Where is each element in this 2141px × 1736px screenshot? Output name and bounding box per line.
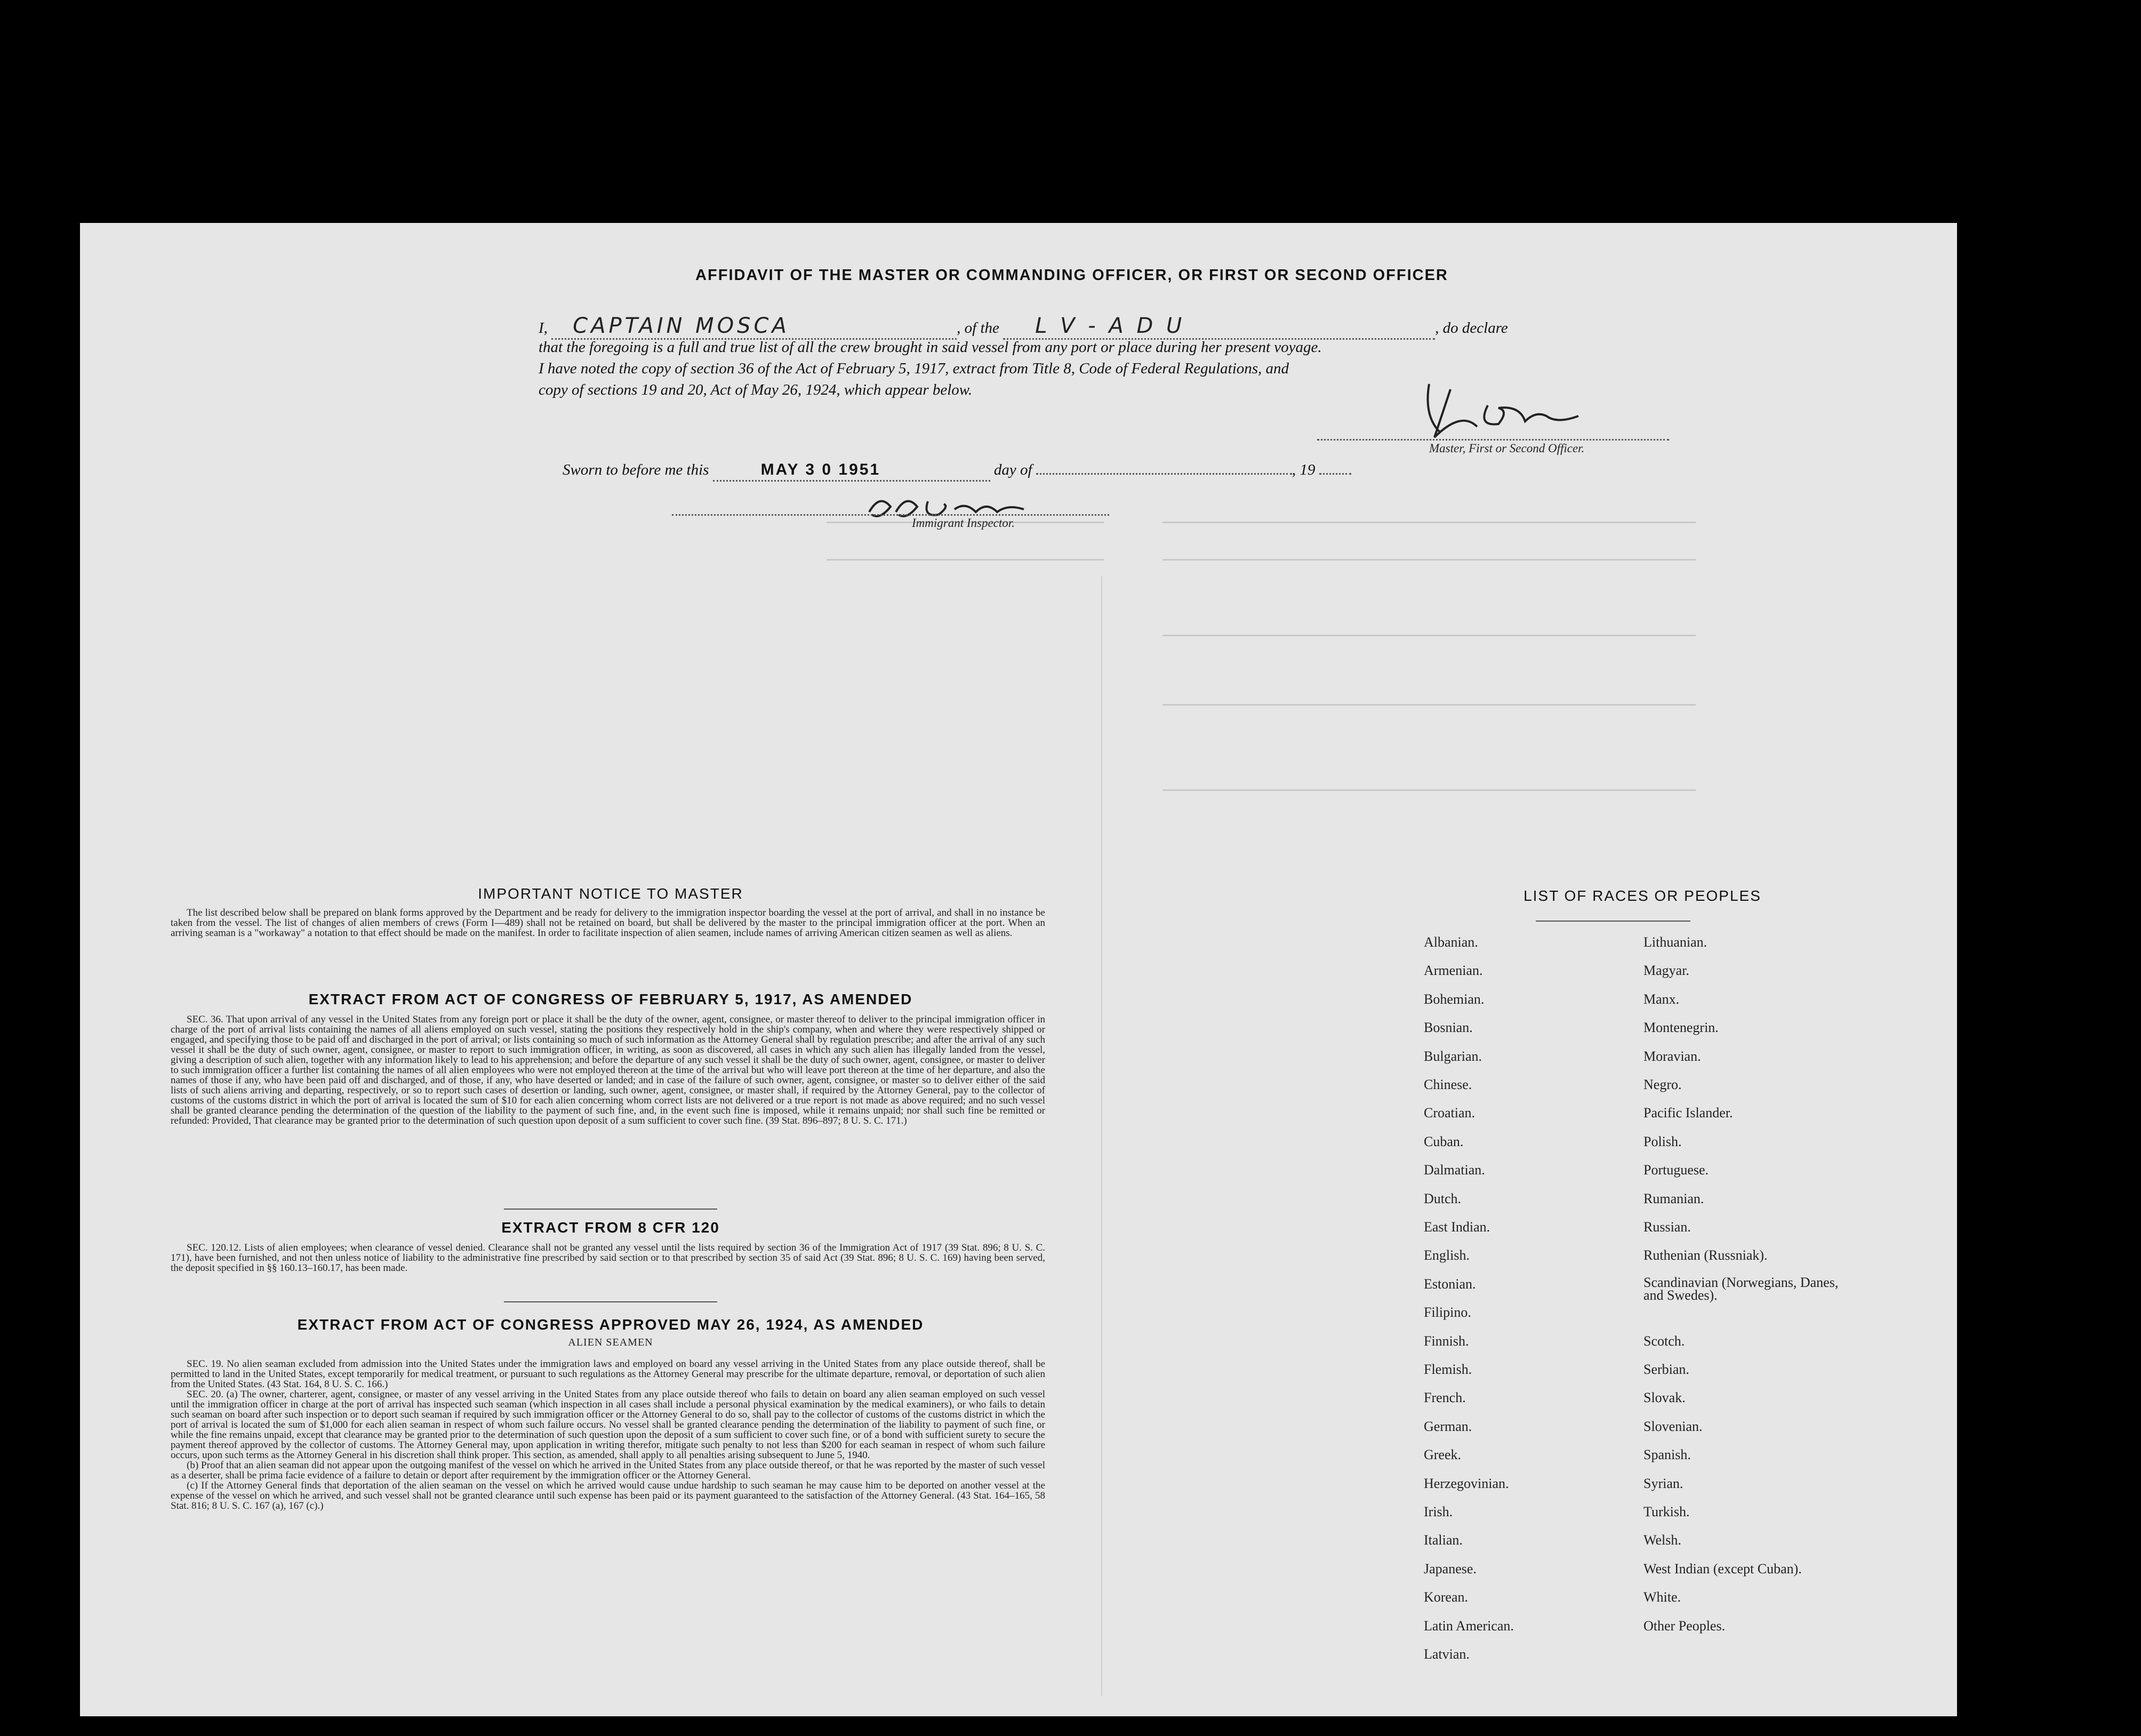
race-item: Dalmatian. [1424,1162,1485,1178]
race-item: Latin American. [1424,1618,1514,1634]
race-item: Croatian. [1424,1105,1476,1121]
master-signature [1418,373,1600,443]
affidavit-title: AFFIDAVIT OF THE MASTER OR COMMANDING OFFICER, OR FIRST OR SECOND OFFICER [695,267,1448,284]
race-item: Chinese. [1424,1077,1472,1092]
race-item: Pacific Islander. [1643,1105,1733,1121]
binder-hole [2002,1191,2034,1225]
bleed-through-line [1162,522,1696,523]
race-item: Finnish. [1424,1333,1469,1349]
race-item: Montenegrin. [1643,1020,1719,1036]
master-name-field [551,316,957,340]
race-item: Negro. [1643,1077,1682,1092]
race-item: French. [1424,1390,1466,1406]
race-item: Korean. [1424,1589,1469,1605]
bleed-through-line [1162,789,1696,791]
races-heading-rule [1536,921,1690,922]
declaration-line-2: that the foregoing is a full and true list of all the crew brought in said vessel from any port or place during her present voyage. [539,339,1322,356]
race-item: Armenian. [1424,963,1483,979]
notice-paragraph: The list described below shall be prepared on blank forms approved by the Department and be ready for delivery to the immigration inspector boarding the vessel at the port of arrival, and shall in no instance be taken from the vessel. The list of changes of alien members of crews (Form I—489) shall not be retained on board, but shall be delivered by the master to the principal immigration officer at the port. When an arriving seaman is a "workaway" a notation to that effect should be made on the manifest. In order to facilitate inspection of alien seamen, include names of arriving American citizen seamen as well as aliens. [171,907,1045,939]
binder-hole [2002,1277,2034,1310]
race-item: Italian. [1424,1532,1463,1548]
sworn-day-field [713,460,990,482]
extract-1924-heading: EXTRACT FROM ACT OF CONGRESS APPROVED MAY 26, 1924, AS AMENDED [297,1316,924,1333]
race-item: Polish. [1643,1133,1682,1149]
binder-hole [2040,301,2074,327]
race-item: Japanese. [1424,1561,1477,1577]
race-item: Slovenian. [1643,1418,1703,1434]
race-item: Other Peoples. [1643,1618,1726,1634]
race-item: Bosnian. [1424,1020,1473,1036]
race-item: Portuguese. [1643,1162,1709,1178]
race-item: Filipino. [1424,1305,1471,1321]
race-item: Russian. [1643,1219,1691,1235]
sworn-year-prefix: , 19 [1292,461,1316,478]
race-item: Manx. [1643,991,1680,1007]
race-item: Bohemian. [1424,991,1485,1007]
race-item: Cuban. [1424,1133,1464,1149]
master-signature-label: Master, First or Second Officer. [1429,442,1585,455]
master-name-value: CAPTAIN MOSCA [573,314,790,338]
sworn-line [563,460,1709,482]
inspector-signature-line [672,514,1109,516]
race-item: Flemish. [1424,1362,1472,1377]
extract-1917-heading: EXTRACT FROM ACT OF CONGRESS OF FEBRUARY 5, 1917, AS AMENDED [308,991,913,1007]
race-item: Latvian. [1424,1646,1470,1662]
races-heading: LIST OF RACES OR PEOPLES [1523,887,1761,904]
notice-heading: IMPORTANT NOTICE TO MASTER [478,885,743,902]
declaration-do-declare: , do declare [1435,319,1508,337]
section-divider [504,1301,717,1302]
bleed-through-line [1162,559,1696,561]
extract-1917-sec36: SEC. 36. That upon arrival of any vessel in the United States from any foreign port or place it shall be the duty of the owner, agent, consignee, or master thereof to deliver to the principal immigration officer in charge of the port of arrival lists containing the names of all aliens employed on such vessel, stating the positions they respectively hold in the ship's company, when and where they were respectively shipped or engaged, and specifying those to be paid off and discharged in the port of arrival; or lists containing so much of such information as the Attorney General shall by regulation prescribe; and after the arrival of any such vessel it shall be the duty of such owner, agent, consignee, or master to report to such immigration officer, in writing, as soon as discovered, all cases in which any such alien has illegally landed from the vessel, giving a description of such alien, together with any information likely to lead to his apprehension; and before the departure of any such vessel it shall be the duty of such owner, agent, consignee, or master to deliver to such immigration officer a further list containing the names of all alien employees who were not employed thereon at the time of the arrival but who will leave port thereon at the time of her departure, and also the names of those if any, who have been paid off and discharged, and of those, if any, who have deserted or landed; and in case of the failure of such owner, agent, consignee, or master so to deliver either of the said lists of such aliens arriving and departing, respectively, or so to report such cases of desertion or landing, such owner, agent, consignee, or master shall, if required by the Attorney General, pay to the collector of customs of the customs district in which the port of arrival is located the sum of $10 for each alien concerning whom correct lists are not delivered or a true report is not made as above required; and no such vessel shall be granted clearance pending the determination of the question of the liability to the payment of such fine, and, in the event such fine is imposed, while it remains unpaid; nor shall such fine be remitted or refunded: Provided, That clearance may be granted prior to the determination of such question upon deposit of a sum sufficient to cover such fine. (39 Stat. 896–897; 8 U. S. C. 171.) [171,1014,1045,1126]
extract-cfr-sec: SEC. 120.12. Lists of alien employees; when clearance of vessel denied. Clearance shall not be granted any vessel until the lists required by section 36 of the Immigration Act of 1917 (39 Stat. 896; 8 U. S. C. 171), have been furnished, and not then unless notice of liability to the administrative fine prescribed by said section or to that prescribed by section 35 of said Act (39 Stat. 896; 8 U. S. C. 169) having been served, the deposit specified in §§ 160.13–160.17, has been made. [171,1242,1045,1274]
race-item: Estonian. [1424,1276,1476,1292]
binder-hole [1999,1600,2032,1633]
notice-body [171,908,1045,938]
race-item: Serbian. [1643,1362,1689,1377]
race-item: Albanian. [1424,934,1478,950]
extract-1924-subheading: ALIEN SEAMEN [568,1337,653,1348]
race-item: Herzegovinian. [1424,1475,1509,1491]
extract-1924-sec20c: (c) If the Attorney General finds that deportation of the alien seaman on the vessel on which he arrived would cause undue hardship to such seaman he may cause him to be deported on another vessel at the expense of the vessel on which he arrived, and such vessel shall not be granted clearance until such expense has been paid or its payment guaranteed to the satisfaction of the Attorney General. (43 Stat. 164–165, 58 Stat. 816; 8 U. S. C. 167 (a), 167 (c).) [171,1480,1045,1511]
section-divider [504,1209,717,1210]
bleed-through-line [827,559,1104,561]
race-item: Dutch. [1424,1190,1462,1206]
sworn-day-of: day of [993,461,1032,478]
extract-1924-sec20a: SEC. 20. (a) The owner, charterer, agent, consignee, or master of any vessel arriving in the United States from any place outside thereof who fails to detain on board any alien seaman employed on such vessel until the immigration officer in charge at the port of arrival has inspected such seaman (which inspection in all cases shall include a personal physical examination by the medical examiners), or who fails to detain such seaman on board after such inspection or to deport such seaman if required by such immigration officer or the Attorney General to do so, shall pay to the collector of customs of the customs district in which the port of arrival is located the sum of $1,000 for each alien seaman in respect of whom such failure occurs. No vessel shall be granted clearance pending the determination of the liability to payment of such fine, or while the fine remains unpaid, except that clearance may be granted prior to the determination of such question upon the deposit of a sum sufficient to cover such fine, or of a bond with sufficient surety to secure the payment thereof approved by the collector of customs. The Attorney General may, upon application in writing therefor, mitigate such penalty to not less than $200 for each seaman in respect of whom such failure occurs, upon such terms as the Attorney General in his discretion shall think proper. This section, as amended, shall apply to all penalties arising subsequent to June 5, 1940. [171,1389,1045,1461]
declaration-line-1 [539,316,1685,340]
vessel-name-field [1003,316,1435,340]
race-item: Bulgarian. [1424,1048,1482,1064]
declaration-of-the: , of the [957,319,999,337]
race-item: English. [1424,1247,1470,1263]
race-item: Spanish. [1643,1447,1691,1463]
binder-hole [2002,719,2034,752]
sworn-year-field [1319,473,1351,475]
race-item: Turkish. [1643,1504,1690,1519]
extract-cfr-body [171,1243,1045,1273]
sworn-month-field [1036,473,1292,475]
binder-hole [2002,634,2034,667]
race-item: Moravian. [1643,1048,1701,1064]
race-item: West Indian (except Cuban). [1643,1561,1802,1577]
race-item: Welsh. [1643,1532,1681,1548]
race-item: Greek. [1424,1447,1462,1463]
extract-1924-sec20b: (b) Proof that an alien seaman did not appear upon the outgoing manifest of the vessel on which he arrived in the United States from any place outside thereof, or that he was reported by the master of such vessel as a deserter, shall be prima facie evidence of a failure to detain or deport after requirement by the immigration officer or the Attorney General. [171,1460,1045,1481]
binder-hole [2040,383,2074,410]
extract-1924-body [171,1359,1045,1511]
race-item: Syrian. [1643,1475,1683,1491]
page-fold [1101,576,1102,1696]
race-item: Scandinavian (Norwegians, Danes, and Swedes). [1643,1274,1839,1303]
race-item: Magyar. [1643,963,1689,979]
declaration-i: I, [539,319,548,337]
race-item: Irish. [1424,1504,1453,1519]
extract-cfr-heading: EXTRACT FROM 8 CFR 120 [501,1219,720,1236]
race-item: Ruthenian (Russniak). [1643,1247,1768,1263]
inspector-label: Immigrant Inspector. [912,516,1015,530]
master-signature-line [1317,439,1669,441]
race-item: Lithuanian. [1643,934,1707,950]
declaration-line-3: I have noted the copy of section 36 of the Act of February 5, 1917, extract from Title 8, Code of Federal Regulations, and [539,360,1289,377]
race-item: Rumanian. [1643,1190,1704,1206]
vessel-name-value: L V - A D U [1035,314,1185,338]
race-item: White. [1643,1589,1681,1605]
sworn-prefix: Sworn to before me this [563,461,709,478]
race-item: East Indian. [1424,1219,1490,1235]
bleed-through-line [1162,704,1696,706]
race-item: Slovak. [1643,1390,1686,1406]
extract-1924-sec19: SEC. 19. No alien seaman excluded from admission into the United States under the immigration laws and employed on board any vessel arriving in the United States from any place outside thereof, shall be permitted to land in the United States, except temporarily for medical treatment, or pursuant to such regulations as the Attorney General may prescribe for the ultimate departure, removal, or deportation of such alien from the United States. (43 Stat. 164, 8 U. S. C. 166.) [171,1358,1045,1390]
race-item: German. [1424,1418,1472,1434]
sworn-date-stamp: MAY 3 0 1951 [760,461,881,478]
binder-hole [1999,1515,2032,1548]
bleed-through-line [1162,635,1696,636]
declaration-line-4: copy of sections 19 and 20, Act of May 26, 1924, which appear below. [539,381,973,398]
race-item: Scotch. [1643,1333,1685,1349]
extract-1917-body [171,1014,1045,1126]
